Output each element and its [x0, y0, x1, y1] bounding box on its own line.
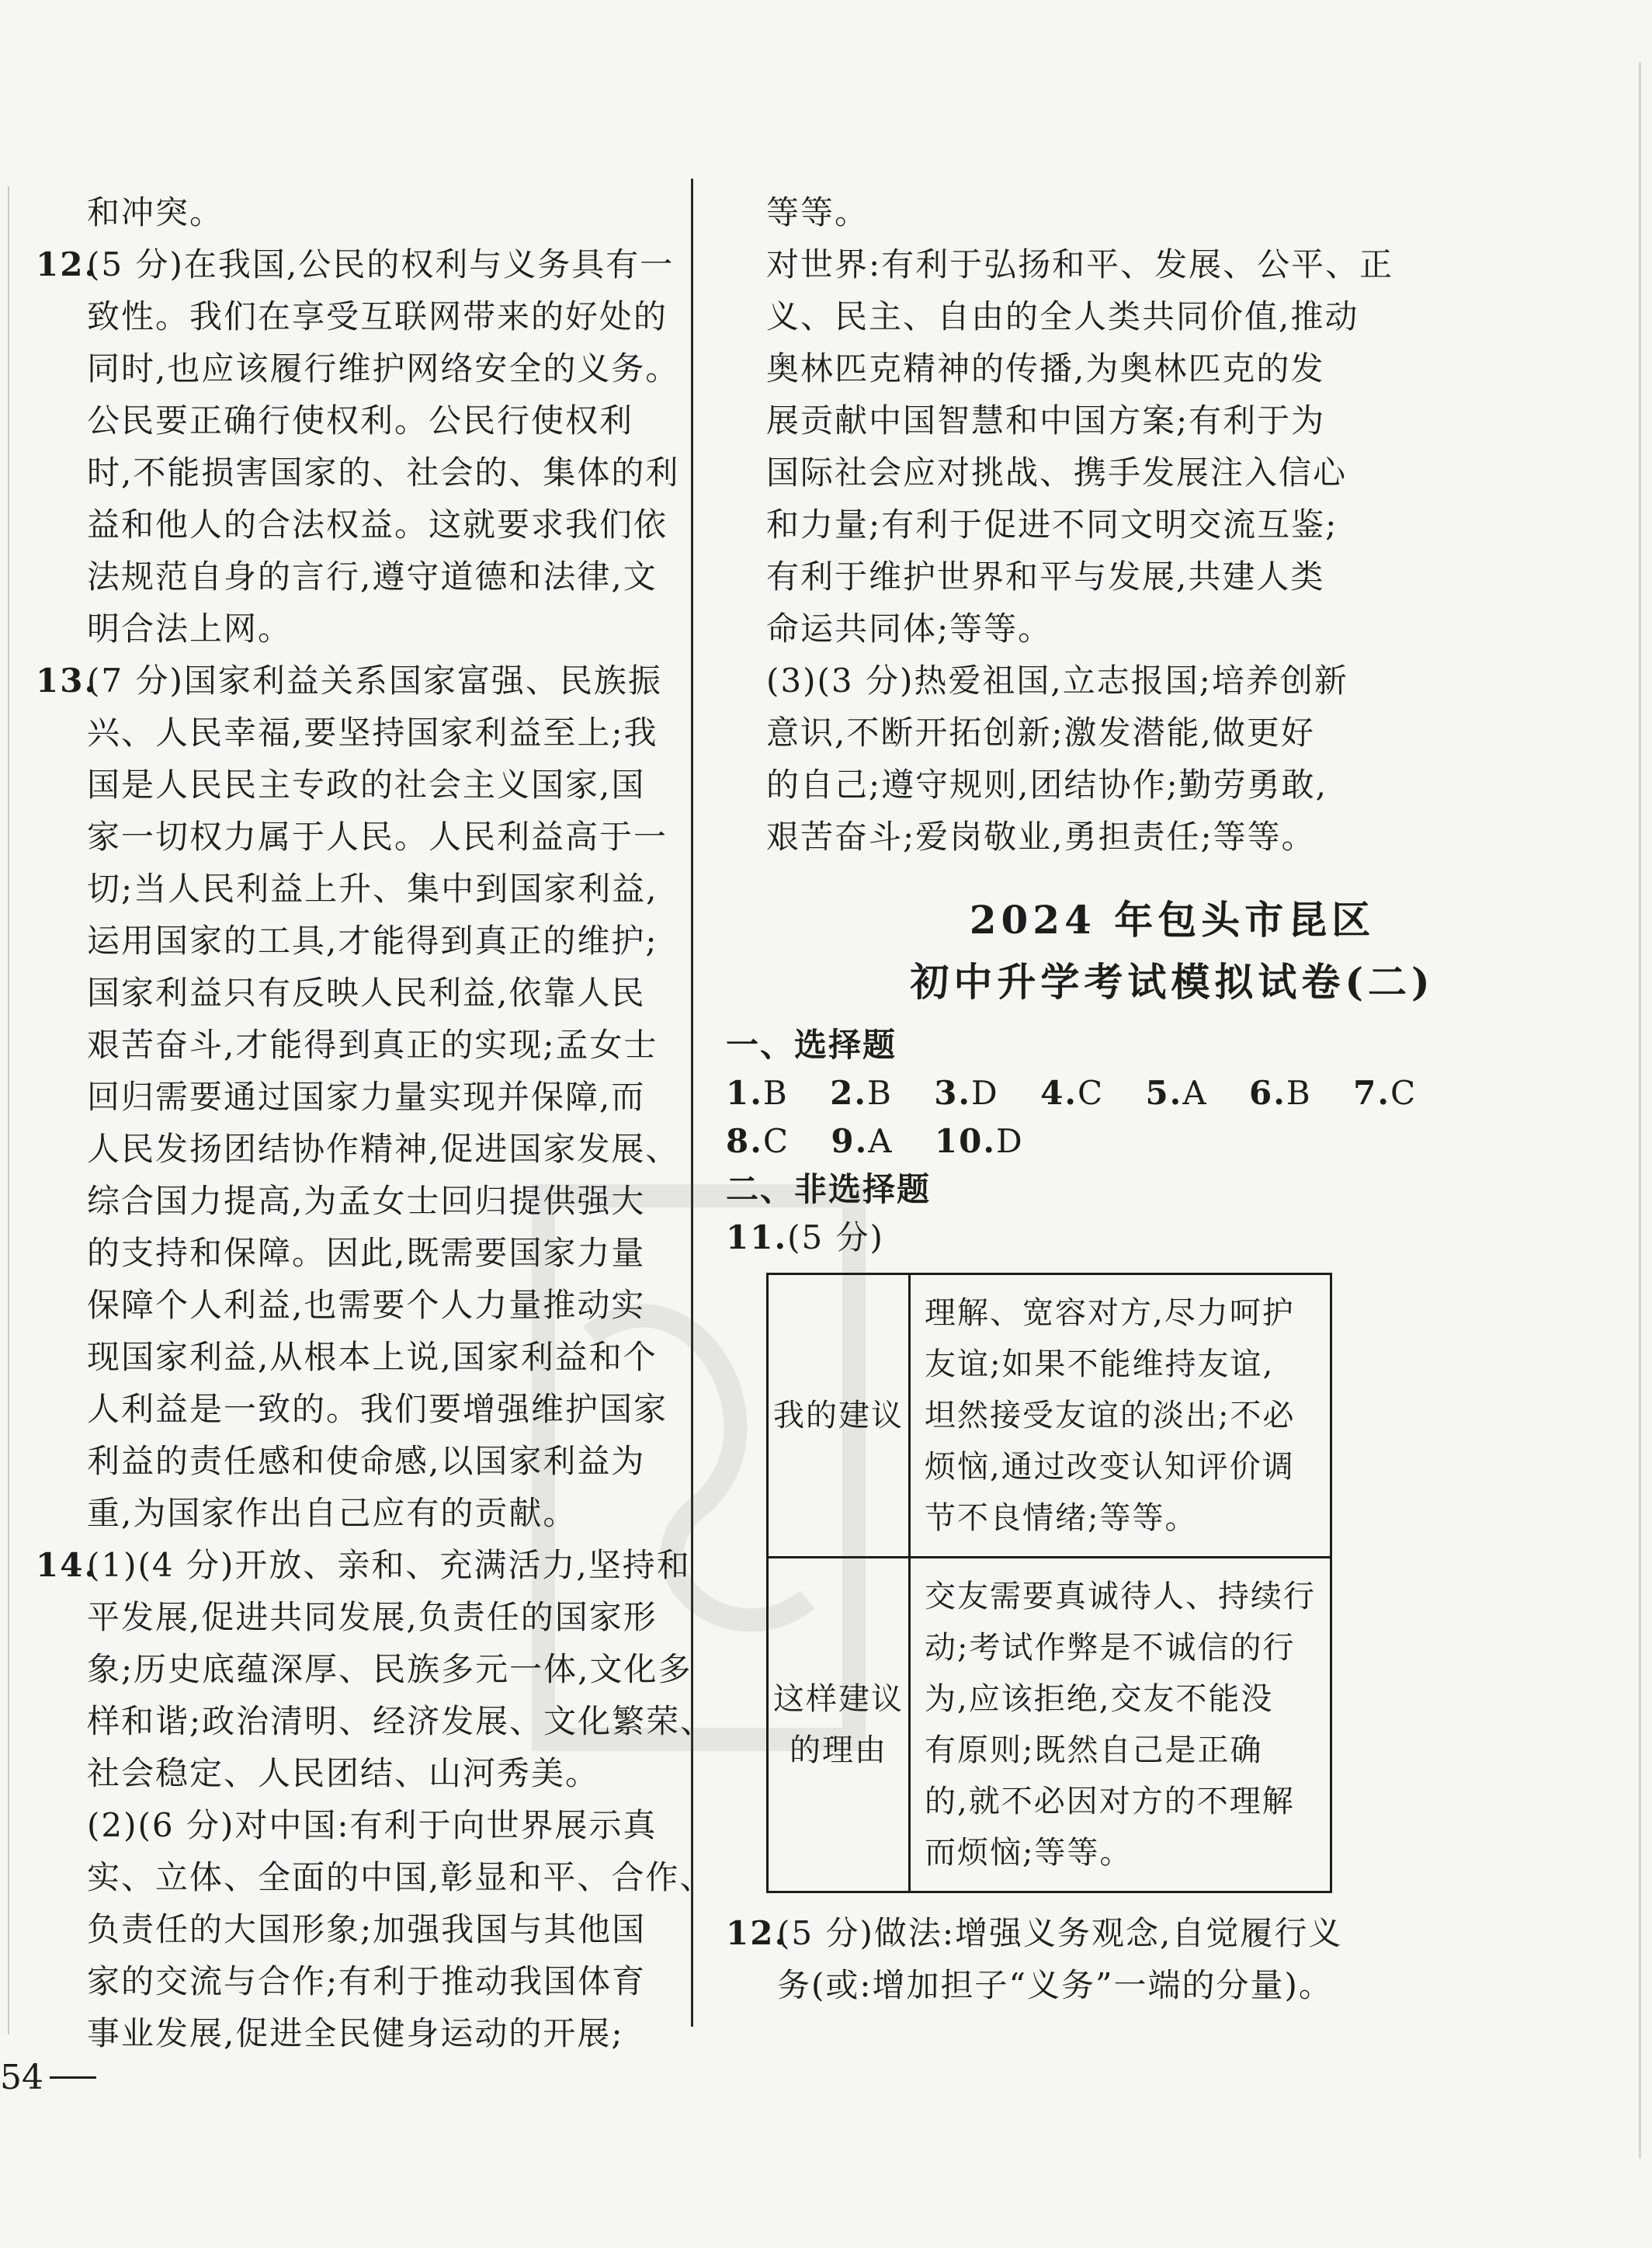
- text-line: 综合国力提高,为孟女士回归提供强大: [87, 1182, 646, 1220]
- text-line: 意识,不断开拓创新;激发潜能,做更好: [766, 714, 1315, 752]
- text-line: 事业发展,促进全民健身运动的开展;: [87, 2014, 624, 2052]
- page-edge-left: [8, 186, 9, 2034]
- text-line: 明合法上网。: [87, 610, 293, 648]
- text-line: 的理由: [790, 1732, 887, 1768]
- text-line: 展贡献中国智慧和中国方案;有利于为: [766, 401, 1326, 440]
- page-number-rule: [50, 2076, 96, 2079]
- page-number: [0, 2058, 96, 2097]
- text-line: 法规范自身的言行,遵守道德和法律,文: [87, 558, 658, 596]
- text-line: 利益的责任感和使命感,以国家利益为: [87, 1442, 646, 1480]
- question-12: [36, 238, 680, 655]
- section-heading: 一、选择题: [726, 1026, 897, 1064]
- text-line: 烦恼,通过改变认知评价调: [925, 1449, 1295, 1485]
- text-line: 公民要正确行使权利。公民行使权利: [87, 401, 634, 440]
- question-number: 12.: [726, 1914, 788, 1952]
- text-line: 国际社会应对挑战、携手发展注入信心: [766, 453, 1348, 492]
- text-line: 负责任的大国形象;加强我国与其他国: [87, 1910, 647, 1948]
- text-line: 家的交流与合作;有利于推动我国体育: [87, 1962, 647, 2000]
- text-line: (3)(3 分)热爱祖国,立志报国;培养创新: [766, 662, 1348, 700]
- question-score: (5 分): [787, 1218, 884, 1256]
- question-number: 12.: [36, 245, 98, 283]
- text-line: (7 分)国家利益关系国家富强、民族振: [87, 662, 662, 700]
- text-line: 有原则;既然自己是正确: [925, 1732, 1263, 1768]
- text-line: 命运共同体;等等。: [766, 610, 1053, 648]
- text-line: 实、立体、全面的中国,彰显和平、合作、: [87, 1858, 714, 1896]
- text-line: 和冲突。: [87, 193, 224, 231]
- table-cell-head: 我的建议: [768, 1274, 910, 1558]
- text-line: 等等。: [766, 193, 869, 231]
- text-line: 为,应该拒绝,交友不能没: [925, 1681, 1274, 1717]
- text-line: 时,不能损害国家的、社会的、集体的利: [87, 453, 680, 492]
- choice-answers-row-2: [726, 1117, 1619, 1166]
- section-heading: 二、非选择题: [726, 1170, 932, 1208]
- table-row: [768, 1558, 1331, 1892]
- text-line: 艰苦奋斗,才能得到真正的实现;孟女士: [87, 1026, 658, 1064]
- choice-answer: 6.B: [1249, 1074, 1312, 1112]
- text-line: 兴、人民幸福,要坚持国家利益至上;我: [87, 714, 658, 752]
- text-line: 义、民主、自由的全人类共同价值,推动: [766, 297, 1359, 335]
- text-line: 务(或:增加担子“义务”一端的分量)。: [777, 1966, 1333, 2004]
- text-line: 国家利益只有反映人民利益,依靠人民: [87, 974, 646, 1012]
- text-line: 坦然接受友谊的淡出;不必: [925, 1398, 1296, 1433]
- text-line: 平发展,促进共同发展,负责任的国家形: [87, 1598, 658, 1636]
- question-13: [36, 655, 680, 1539]
- text-line: (5 分)在我国,公民的权利与义务具有一: [87, 245, 675, 283]
- choice-answer: 7.C: [1353, 1074, 1418, 1112]
- text-line: 艰苦奋斗;爱岗敬业,勇担责任;等等。: [766, 818, 1316, 856]
- choice-answer: 1.B: [726, 1074, 789, 1112]
- text-line: 象;历史底蕴深厚、民族多元一体,文化多: [87, 1650, 692, 1688]
- text-line: 保障个人利益,也需要个人力量推动实: [87, 1286, 646, 1324]
- question-14: [36, 1539, 715, 2059]
- text-line: 友谊;如果不能维持友谊,: [925, 1346, 1275, 1382]
- choice-answer: 9.A: [831, 1122, 894, 1160]
- table-cell-head: [768, 1558, 910, 1892]
- text-line: 理解、宽容对方,尽力呵护: [925, 1295, 1295, 1331]
- table-row: [768, 1274, 1331, 1558]
- answer-table: [766, 1273, 1332, 1893]
- choice-answer: 10.D: [934, 1122, 1024, 1160]
- question-number: 13.: [36, 662, 98, 700]
- right-column: [726, 186, 1619, 2011]
- text-line: 致性。我们在享受互联网带来的好处的: [87, 297, 668, 335]
- text-line: (1)(4 分)开放、亲和、充满活力,坚持和: [87, 1546, 691, 1584]
- text-line: (2)(6 分)对中国:有利于向世界展示真: [87, 1806, 658, 1844]
- choice-answer: 5.A: [1145, 1074, 1208, 1112]
- text-line: 有利于维护世界和平与发展,共建人类: [766, 558, 1325, 596]
- text-line: 回归需要通过国家力量实现并保障,而: [87, 1078, 646, 1116]
- text-line: 切;当人民利益上升、集中到国家利益,: [87, 870, 658, 908]
- text-line: 节不良情绪;等等。: [925, 1500, 1198, 1536]
- text-line: 家一切权力属于人民。人民利益高于一: [87, 818, 668, 856]
- text-line: 这样建议: [773, 1681, 904, 1717]
- text-line: 现国家利益,从根本上说,国家利益和个: [87, 1338, 658, 1376]
- text-line: 人利益是一致的。我们要增强维护国家: [87, 1390, 668, 1428]
- text-line: 奥林匹克精神的传播,为奥林匹克的发: [766, 349, 1325, 387]
- text-line: 的,就不必因对方的不理解: [925, 1784, 1295, 1819]
- page-edge-right: [1639, 62, 1641, 2159]
- q11-tail: [36, 186, 665, 238]
- exam-title-line: 初中升学考试模拟试卷(二): [910, 959, 1435, 1005]
- choice-answer: 2.B: [830, 1074, 893, 1112]
- question-number: 11.: [726, 1218, 788, 1256]
- question-12-right: [726, 1907, 1619, 2011]
- choice-answer: 8.C: [726, 1122, 790, 1160]
- page-number-text: 54: [0, 2058, 43, 2097]
- left-column: [36, 186, 715, 2059]
- text-line: 同时,也应该履行维护网络安全的义务。: [87, 349, 680, 387]
- text-line: 而烦恼;等等。: [925, 1835, 1133, 1871]
- text-line: (5 分)做法:增强义务观念,自觉履行义: [777, 1914, 1343, 1952]
- text-line: 国是人民民主专政的社会主义国家,国: [87, 766, 646, 804]
- table-cell-body: [910, 1274, 1331, 1558]
- exam-title: [726, 889, 1619, 1013]
- question-number: 14.: [36, 1546, 98, 1584]
- text-line: 对世界:有利于弘扬和平、发展、公平、正: [766, 245, 1394, 283]
- text-line: 重,为国家作出自己应有的贡献。: [87, 1494, 578, 1532]
- text-line: 社会稳定、人民团结、山河秀美。: [87, 1754, 600, 1792]
- text-line: 交友需要真诚待人、持续行: [925, 1579, 1316, 1614]
- text-line: 运用国家的工具,才能得到真正的维护;: [87, 922, 658, 960]
- exam-title-line: 2024 年包头市昆区: [969, 897, 1376, 943]
- choice-answer: 3.D: [934, 1074, 999, 1112]
- text-line: 人民发扬团结协作精神,促进国家发展、: [87, 1130, 680, 1168]
- choice-answers-row-1: [726, 1069, 1619, 1117]
- question-11-header: [726, 1214, 1619, 1262]
- text-line: 的自己;遵守规则,团结协作;勤劳勇敢,: [766, 766, 1328, 804]
- text-line: 动;考试作弊是不诚信的行: [925, 1630, 1296, 1666]
- table-cell-body: [910, 1558, 1331, 1892]
- text-line: 样和谐;政治清明、经济发展、文化繁荣、: [87, 1702, 715, 1740]
- text-line: 的支持和保障。因此,既需要国家力量: [87, 1234, 646, 1272]
- text-line: 益和他人的合法权益。这就要求我们依: [87, 506, 668, 544]
- choice-answer: 4.C: [1040, 1074, 1105, 1112]
- text-line: 和力量;有利于促进不同文明交流互鉴;: [766, 506, 1338, 544]
